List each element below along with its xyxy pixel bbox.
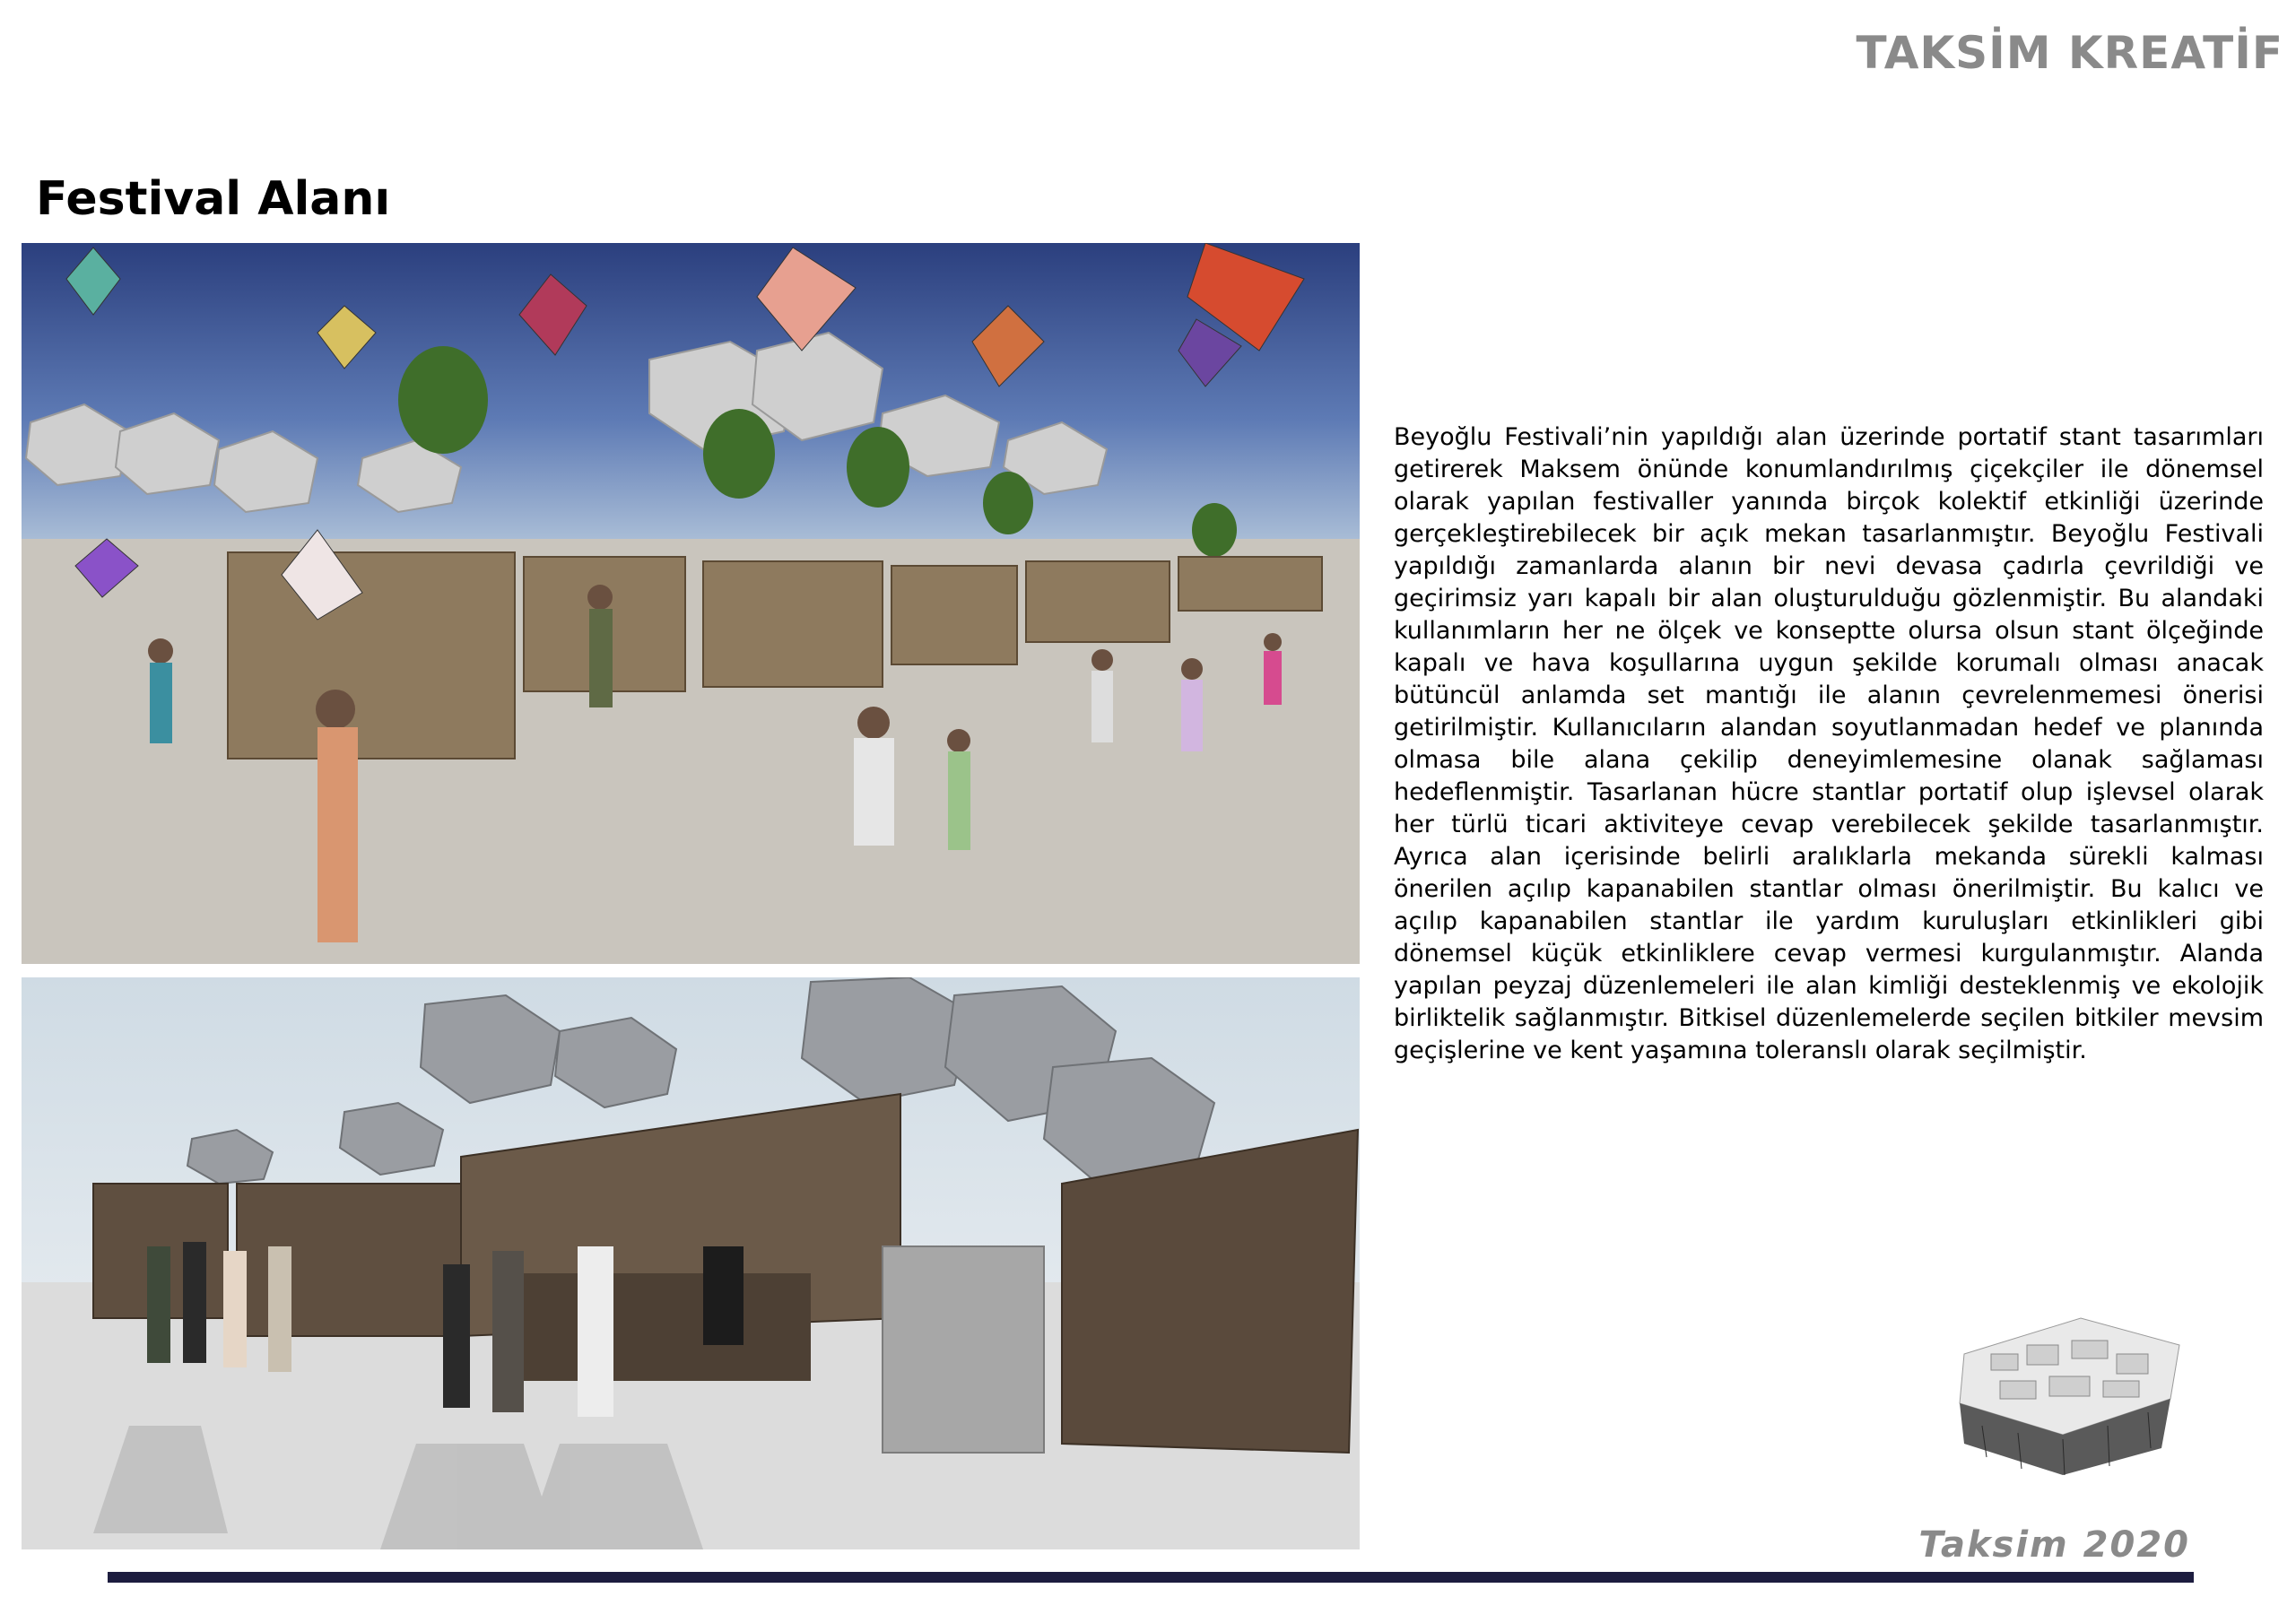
page-title: Festival Alanı — [36, 172, 391, 226]
description-paragraph: Beyoğlu Festivali’nin yapıldığı alan üzerinde portatif stant tasarımları getirerek Maksem önünde konumlandırılmış çiçekçiler ile dönemsel olarak yapılan festivaller yanında birçok kolektif etkinliği üzerinde gerçekleştirebilecek bir açık mekan tasarlanmıştır. Beyoğlu Festivali yapıldığı zamanlarda alanın bir nevi devasa çadırla çevrildiği ve geçirimsiz yarı kapalı bir alan oluşturulduğu gözlenmiştir. Bu alandaki kullanımların her ne ölçek ve konseptte olursa olsun stant ölçeğinde kapalı ve hava koşullarına uygun şekilde korumalı olması anacak bütüncül anlamda set mantığı ile alanın çevrelenmemesi önerisi getirilmiştir. Kullanıcıların alandan soyutlanmadan hedef ve planında olmasa bile alana çekilip deneyimlemesine olanak sağlaması hedeflenmiştir. Tasarlanan hücre stantlar portatif olup işlevsel olarak her türlü ticari aktiviteye cevap verebilecek şekilde tasarlanmıştır. Ayrıca alan içerisinde belirli aralıklarla mekanda sürekli kalması önerilen açılıp kapanabilen stantlar olması önerilmiştir. Bu kalıcı ve açılıp kapanabilen stantlar ile yardım kuruluşları etkinlikleri gibi dönemsel küçük etkinliklere cevap vermesi kurgulanmıştır. Alanda yapılan peyzaj düzenlemeleri ile alan kimliği desteklenmiş ve ekolojik birliktelik sağlanmıştır. Bitkisel düzenlemelerde seçilen bitkiler mevsim geçişlerine ve kent yaşamına toleranslı olarak seçilmiştir. — [1394, 423, 2264, 1064]
site-model-thumbnail — [1946, 1291, 2188, 1480]
footer-rule — [108, 1572, 2194, 1583]
festival-kite-render — [22, 243, 1360, 964]
brand-title: TAKSİM KREATİF — [1856, 27, 2283, 79]
stand-perspective-render — [22, 977, 1360, 1549]
footer-label: Taksim 2020 — [1918, 1524, 2190, 1566]
